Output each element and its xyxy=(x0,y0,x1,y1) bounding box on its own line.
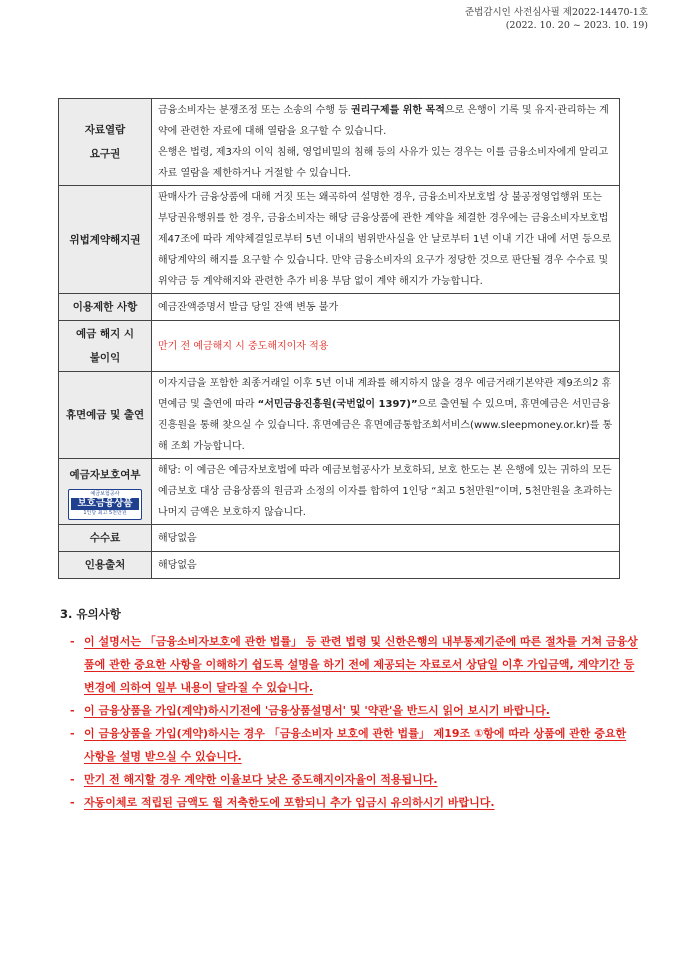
list-item xyxy=(70,722,640,768)
list-item xyxy=(70,791,640,814)
badge-bottom-text: 1인당 최고 5천만원 xyxy=(83,510,127,516)
table-row xyxy=(59,372,620,459)
row-content: 해당없음 xyxy=(152,552,620,579)
paragraph xyxy=(158,100,613,142)
section-title: 3. 유의사항 xyxy=(60,607,121,621)
list-item xyxy=(70,699,640,722)
table-row xyxy=(59,459,620,525)
list-item-text: 이 금융상품을 가입(계약)하시는 경우 「금융소비자 보호에 관한 법률」 제19조 ①항에 따라 상품에 관한 중요한 사항을 설명 받으실 수 있습니다. xyxy=(84,727,627,763)
row-header xyxy=(59,321,152,372)
list-item-text: 이 금융상품을 가입(계약)하시기전에 '금융상품설명서' 및 '약관'을 반드시 읽어 보시기 바랍니다. xyxy=(84,704,550,717)
table-row xyxy=(59,99,620,186)
paragraph: 은행은 법령, 제3자의 이익 침해, 영업비밀의 침해 등의 사유가 있는 경우는 이를 금융소비자에게 알리고 자료 열람을 제한하거나 거절할 수 있습니다. xyxy=(158,147,609,179)
bold-text: “서민금융진흥원(국번없이 1397)” xyxy=(257,399,418,410)
row-header: 수수료 xyxy=(59,525,152,552)
row-header xyxy=(59,99,152,186)
table-row xyxy=(59,186,620,294)
row-header-line: 예금 해지 시 xyxy=(75,328,135,340)
list-item-text: 만기 전 해지할 경우 계약한 이율보다 낮은 중도해지이자율이 적용됩니다. xyxy=(84,773,438,786)
row-content: 판매사가 금융상품에 대해 거짓 또는 왜곡하여 설명한 경우, 금융소비자보호법 상 불공정영업행위 또는 부당권유행위를 한 경우, 금융소비자는 해당 금융상품에 관한 계약을 체결한 경우에는 금융소비자보호법 제47조에 따라 계약체결일로부터 5년 이내의 범위반사실을 안 날로부터 1년 이내 기간 내에 서면 등으로 해당계약의 해지를 요구할 수 있습니다. 만약 금융소비자의 요구가 정당한 것으로 판단될 경우 수수료 및 위약금 등 계약해지와 관련한 추가 비용 부담 없이 계약 해지가 가능합니다. xyxy=(152,186,620,294)
notice-list xyxy=(60,630,640,814)
notice-section xyxy=(60,606,640,814)
badge-top-text: 예금보험공사 xyxy=(90,491,120,497)
row-header: 인용출처 xyxy=(59,552,152,579)
table-row xyxy=(59,321,620,372)
list-item-text: 이 설명서는 「금융소비자보호에 관한 법률」 등 관련 법령 및 신한은행의 내부통제기준에 따른 절차를 거쳐 금융상품에 관한 중요한 사항을 이해하기 쉽도록 설명을 하기 전에 제공되는 자료로서 상담일 이후 가입금액, 계약기간 등 변경에 의하여 일부 내용이 달라질 수 있습니다. xyxy=(84,635,638,694)
row-header-line: 요구권 xyxy=(89,148,121,160)
text: 이자지급을 포함한 최종거래일 이후 5년 이내 계좌를 해지하지 않을 경우 예금거래기본약관 제9조의2 휴면예금 및 출연에 따라 xyxy=(158,378,612,410)
deposit-protection-badge xyxy=(68,489,142,520)
row-content xyxy=(152,99,620,186)
bold-text: 권리구제를 위한 목적 xyxy=(350,105,445,116)
text: 금융소비자는 분쟁조정 또는 소송의 수행 등 xyxy=(158,105,351,116)
row-header-line: 자료열람 xyxy=(84,124,126,136)
list-item-text: 자동이체로 적립된 금액도 월 저축한도에 포함되니 추가 입금시 유의하시기 바랍니다. xyxy=(84,796,495,809)
row-content: 예금잔액증명서 발급 당일 잔액 변동 불가 xyxy=(152,294,620,321)
approval-number: 준법감시인 사전심사필 제2022-14470-1호 xyxy=(464,7,648,18)
row-header-line: 불이익 xyxy=(89,352,121,364)
badge-main-text: 보호금융상품 xyxy=(71,498,139,510)
table-row xyxy=(59,525,620,552)
row-header: 위법계약해지권 xyxy=(59,186,152,294)
row-header: 이용제한 사항 xyxy=(59,294,152,321)
approval-stamp xyxy=(465,6,648,32)
list-item xyxy=(70,768,640,791)
row-content xyxy=(152,372,620,459)
row-content: 만기 전 예금해지 시 중도해지이자 적용 xyxy=(152,321,620,372)
row-header xyxy=(59,459,152,525)
row-header-line: 예금자보호여부 xyxy=(69,469,141,481)
table-row xyxy=(59,552,620,579)
row-content: 해당없음 xyxy=(152,525,620,552)
row-content: 해당: 이 예금은 예금자보호법에 따라 예금보험공사가 보호하되, 보호 한도는 본 은행에 있는 귀하의 모든 예금보호 대상 금융상품의 원금과 소정의 이자를 합하여 1인당 “최고 5천만원”이며, 5천만원을 초과하는 나머지 금액은 보호하지 않습니다. xyxy=(152,459,620,525)
text: 으로 은행이 기록 및 유지·관리하는 계약에 관련한 자료에 대해 열람을 요구할 수 있습니다. xyxy=(158,105,609,137)
product-info-table xyxy=(58,98,620,579)
list-item xyxy=(70,630,640,699)
row-header: 휴면예금 및 출연 xyxy=(59,372,152,459)
table-row xyxy=(59,294,620,321)
approval-period: (2022. 10. 20 ~ 2023. 10. 19) xyxy=(505,20,648,31)
text: 으로 출연될 수 있으며, 휴면예금은 서민금융진흥원을 통해 찾으실 수 있습니다. 휴면예금은 휴면예금통합조회서비스(www.sleepmoney.or.kr)를 통해 조회 가능합니다. xyxy=(158,399,613,452)
